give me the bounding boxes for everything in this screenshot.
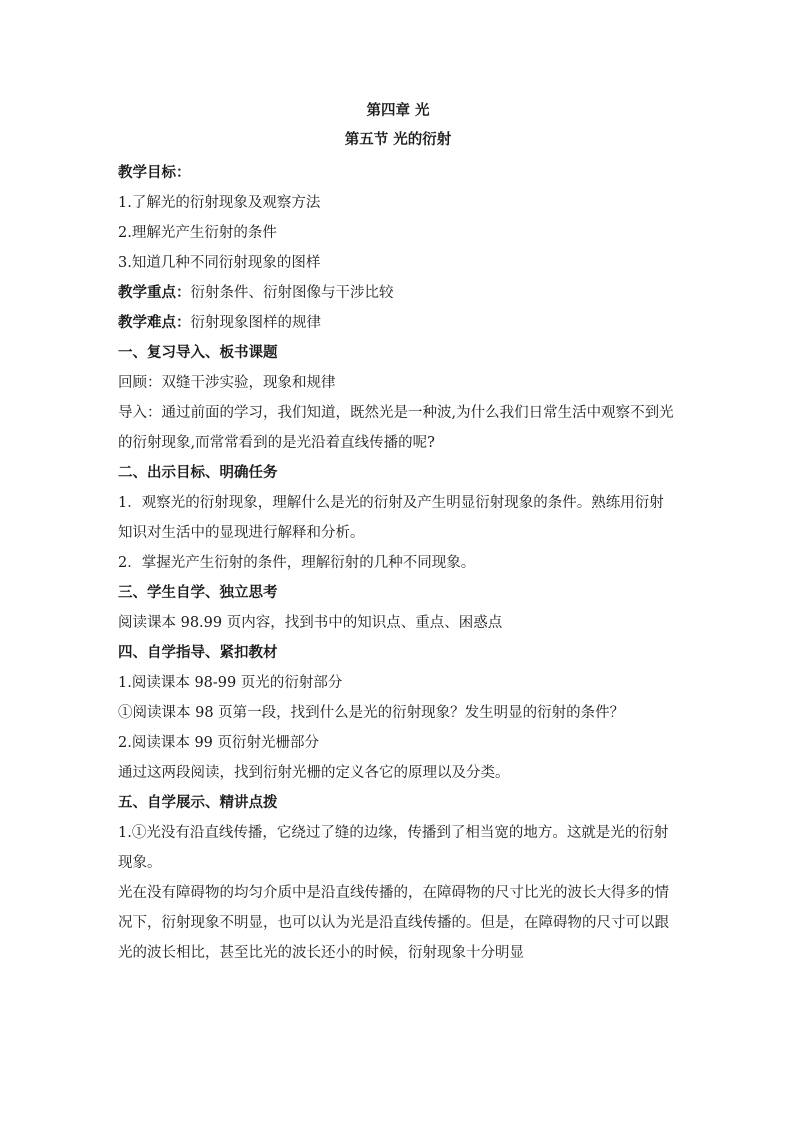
section1-intro: 导入：通过前面的学习，我们知道，既然光是一种波,为什么我们日常生活中观察不到光的衍射现象,而常常看到的是光沿着直线传播的呢? xyxy=(118,405,674,451)
difficulties xyxy=(118,308,678,338)
section3-heading: 三、学生自学、独立思考 xyxy=(118,584,278,601)
objective-item: 2.理解光产生衍射的条件 xyxy=(118,225,277,241)
section1-review: 回顾：双缝干涉实验，现象和规律 xyxy=(118,375,336,391)
difficulties-text: 衍射现象图样的规律 xyxy=(190,315,321,331)
difficulties-label: 教学难点： xyxy=(118,314,191,331)
key-points xyxy=(118,278,678,308)
chapter-title: 第四章 光 xyxy=(366,102,430,119)
objectives-heading: 教学目标： xyxy=(118,164,191,181)
section4-line3: 2.阅读课本 99 页衍射光栅部分 xyxy=(118,735,320,751)
key-points-label: 教学重点： xyxy=(118,284,191,301)
objective-item: 1.了解光的衍射现象及观察方法 xyxy=(118,195,321,211)
section4-line1: 1.阅读课本 98-99 页光的衍射部分 xyxy=(118,675,343,691)
section4-line2: ①阅读课本 98 页第一段，找到什么是光的衍射现象？发生明显的衍射的条件？ xyxy=(118,705,625,721)
key-points-text: 衍射条件、衍射图像与干涉比较 xyxy=(190,285,394,301)
section2-item1: 1．观察光的衍射现象，理解什么是光的衍射及产生明显衍射现象的条件。熟练用衍射知识对生活中的显现进行解释和分析。 xyxy=(118,495,664,541)
section-title: 第五节 光的衍射 xyxy=(344,131,452,148)
section1-heading: 一、复习导入、板书课题 xyxy=(118,344,278,361)
section2-item2: 2．掌握光产生衍射的条件，理解衍射的几种不同现象。 xyxy=(118,555,476,571)
section5-para2: 光在没有障碍物的均匀介质中是沿直线传播的，在障碍物的尺寸比光的波长大得多的情况下，衍射现象不明显，也可以认为光是沿直线传播的。但是，在障碍物的尺寸可以跟光的波长相比，甚至比光的波长还小的时候，衍射现象十分明显 xyxy=(118,885,669,961)
objective-item: 3.知道几种不同衍射现象的图样 xyxy=(118,255,321,271)
section4-heading: 四、自学指导、紧扣教材 xyxy=(118,644,278,661)
section3-text: 阅读课本 98.99 页内容，找到书中的知识点、重点、困惑点 xyxy=(118,615,503,631)
section5-para1: 1.①光没有沿直线传播，它绕过了缝的边缘，传播到了相当宽的地方。这就是光的衍射现象。 xyxy=(118,825,669,871)
section4-line4: 通过这两段阅读，找到衍射光栅的定义各它的原理以及分类。 xyxy=(118,765,510,781)
section5-heading: 五、自学展示、精讲点拨 xyxy=(118,794,278,811)
section2-heading: 二、出示目标、明确任务 xyxy=(118,464,278,481)
document-page xyxy=(118,96,678,968)
